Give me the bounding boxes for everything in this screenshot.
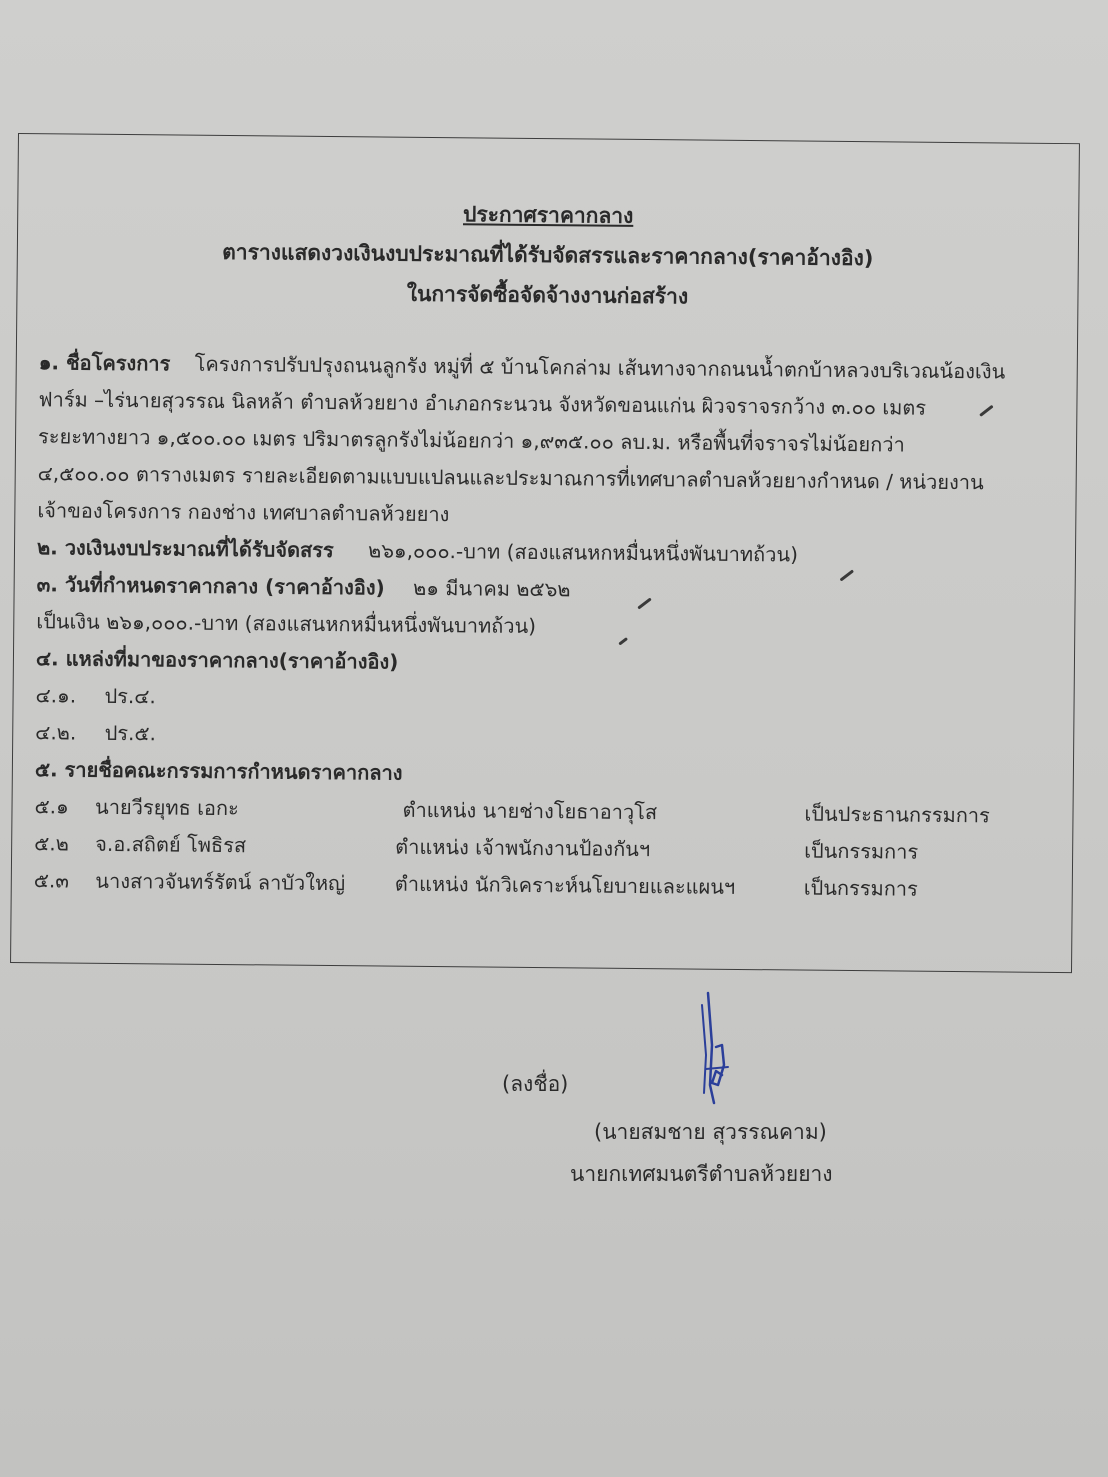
section-1-line-3: ระยะทางยาว ๑,๕๐๐.๐๐ เมตร ปริมาตรลูกรังไม่น้อยกว่า ๑,๙๓๕.๐๐ ลบ.ม. หรือพื้นที่จราจรไม่น้อยกว่า xyxy=(37,424,905,457)
reference-date: ๒๑ มีนาคม ๒๕๖๒ xyxy=(412,575,571,602)
project-name-text: โครงการปรับปรุงถนนลูกรัง หมู่ที่ ๕ บ้านโคกล่าม เส้นทางจากถนนน้ำตกบ้าหลวงบริเวณน้องเงิน xyxy=(194,351,1006,384)
section-2-label: ๒. วงเงินงบประมาณที่ได้รับจัดสรร xyxy=(36,535,334,563)
source-item-number: ๔.๒. xyxy=(35,720,77,745)
section-2-line xyxy=(36,535,799,567)
handwritten-signature xyxy=(688,985,748,1110)
member-name: จ.อ.สถิตย์ โพธิรส xyxy=(95,831,247,858)
source-item-text: ปร.๕. xyxy=(104,720,157,746)
section-1-line-2: ฟาร์ม –ไร่นายสุวรรณ นิลหล้า ตำบลห้วยยาง อำเภอกระนวน จังหวัดขอนแก่น ผิวจราจรกว้าง ๓.๐๐ เมตร xyxy=(38,387,927,420)
signer-title: นายกเทศมนตรีตำบลห้วยยาง xyxy=(570,1162,833,1186)
section-4-label: ๔. แหล่งที่มาของราคากลาง(ราคาอ้างอิง) xyxy=(35,646,399,674)
source-item-number: ๔.๑. xyxy=(35,683,77,708)
section-1-line-5: เจ้าของโครงการ กองช่าง เทศบาลตำบลห้วยยาง xyxy=(37,498,450,527)
member-number: ๕.๓ xyxy=(33,868,70,893)
member-number: ๕.๑ xyxy=(34,794,69,819)
section-3-line xyxy=(36,572,571,602)
section-5-label: ๕. รายชื่อคณะกรรมการกำหนดราคากลาง xyxy=(34,757,403,785)
check-mark xyxy=(618,637,628,645)
reference-amount: เป็นเงิน ๒๖๑,๐๐๐.-บาท (สองแสนหกหมื่นหนึ่งพันบาทถ้วน) xyxy=(36,609,537,638)
committee-member-row xyxy=(34,794,239,821)
member-name: นางสาวจันทร์รัตน์ ลาบัวใหญ่ xyxy=(95,868,346,896)
section-3-label: ๓. วันที่กำหนดราคากลาง (ราคาอ้างอิง) xyxy=(36,572,385,600)
member-position: ตำแหน่ง นักวิเคราะห์นโยบายและแผนฯ xyxy=(394,871,736,899)
member-position: ตำแหน่ง นายช่างโยธาอาวุโส xyxy=(402,797,658,825)
member-role: เป็นประธานกรรมการ xyxy=(804,801,990,828)
committee-member-row xyxy=(34,831,247,858)
check-mark xyxy=(840,569,855,581)
budget-value: ๒๖๑,๐๐๐.-บาท (สองแสนหกหมื่นหนึ่งพันบาทถ้วน) xyxy=(367,538,799,567)
sign-label: (ลงชื่อ) xyxy=(502,1072,569,1096)
document-title: ประกาศราคากลาง xyxy=(462,202,634,228)
source-item-text: ปร.๔. xyxy=(104,683,156,709)
section-1-label: ๑. ชื่อโครงการ xyxy=(38,350,171,376)
member-role: เป็นกรรมการ xyxy=(803,875,918,901)
document-subtitle: ตารางแสดงวงเงินงบประมาณที่ได้รับจัดสรรและราคากลาง(ราคาอ้างอิง) xyxy=(222,239,874,271)
member-number: ๕.๒ xyxy=(34,831,69,856)
member-position: ตำแหน่ง เจ้าพนักงานป้องกันฯ xyxy=(395,834,651,862)
committee-member-row xyxy=(33,868,346,896)
signer-name: (นายสมชาย สุวรรณคาม) xyxy=(594,1120,827,1144)
member-name: นายวีรยุทธ เอกะ xyxy=(94,794,239,821)
announcement-frame xyxy=(10,133,1080,973)
member-role: เป็นกรรมการ xyxy=(804,838,919,864)
source-item xyxy=(35,683,156,709)
check-mark xyxy=(979,405,994,417)
section-1-line-1 xyxy=(38,350,1006,384)
document-subtitle-2: ในการจัดซื้อจัดจ้างงานก่อสร้าง xyxy=(406,281,689,309)
section-1-line-4: ๔,๕๐๐.๐๐ ตารางเมตร รายละเอียดตามแบบแปลนและประมาณการที่เทศบาลตำบลห้วยยางกำหนด / หน่วยงาน xyxy=(37,461,984,495)
check-mark xyxy=(637,597,652,609)
source-item xyxy=(35,720,157,746)
